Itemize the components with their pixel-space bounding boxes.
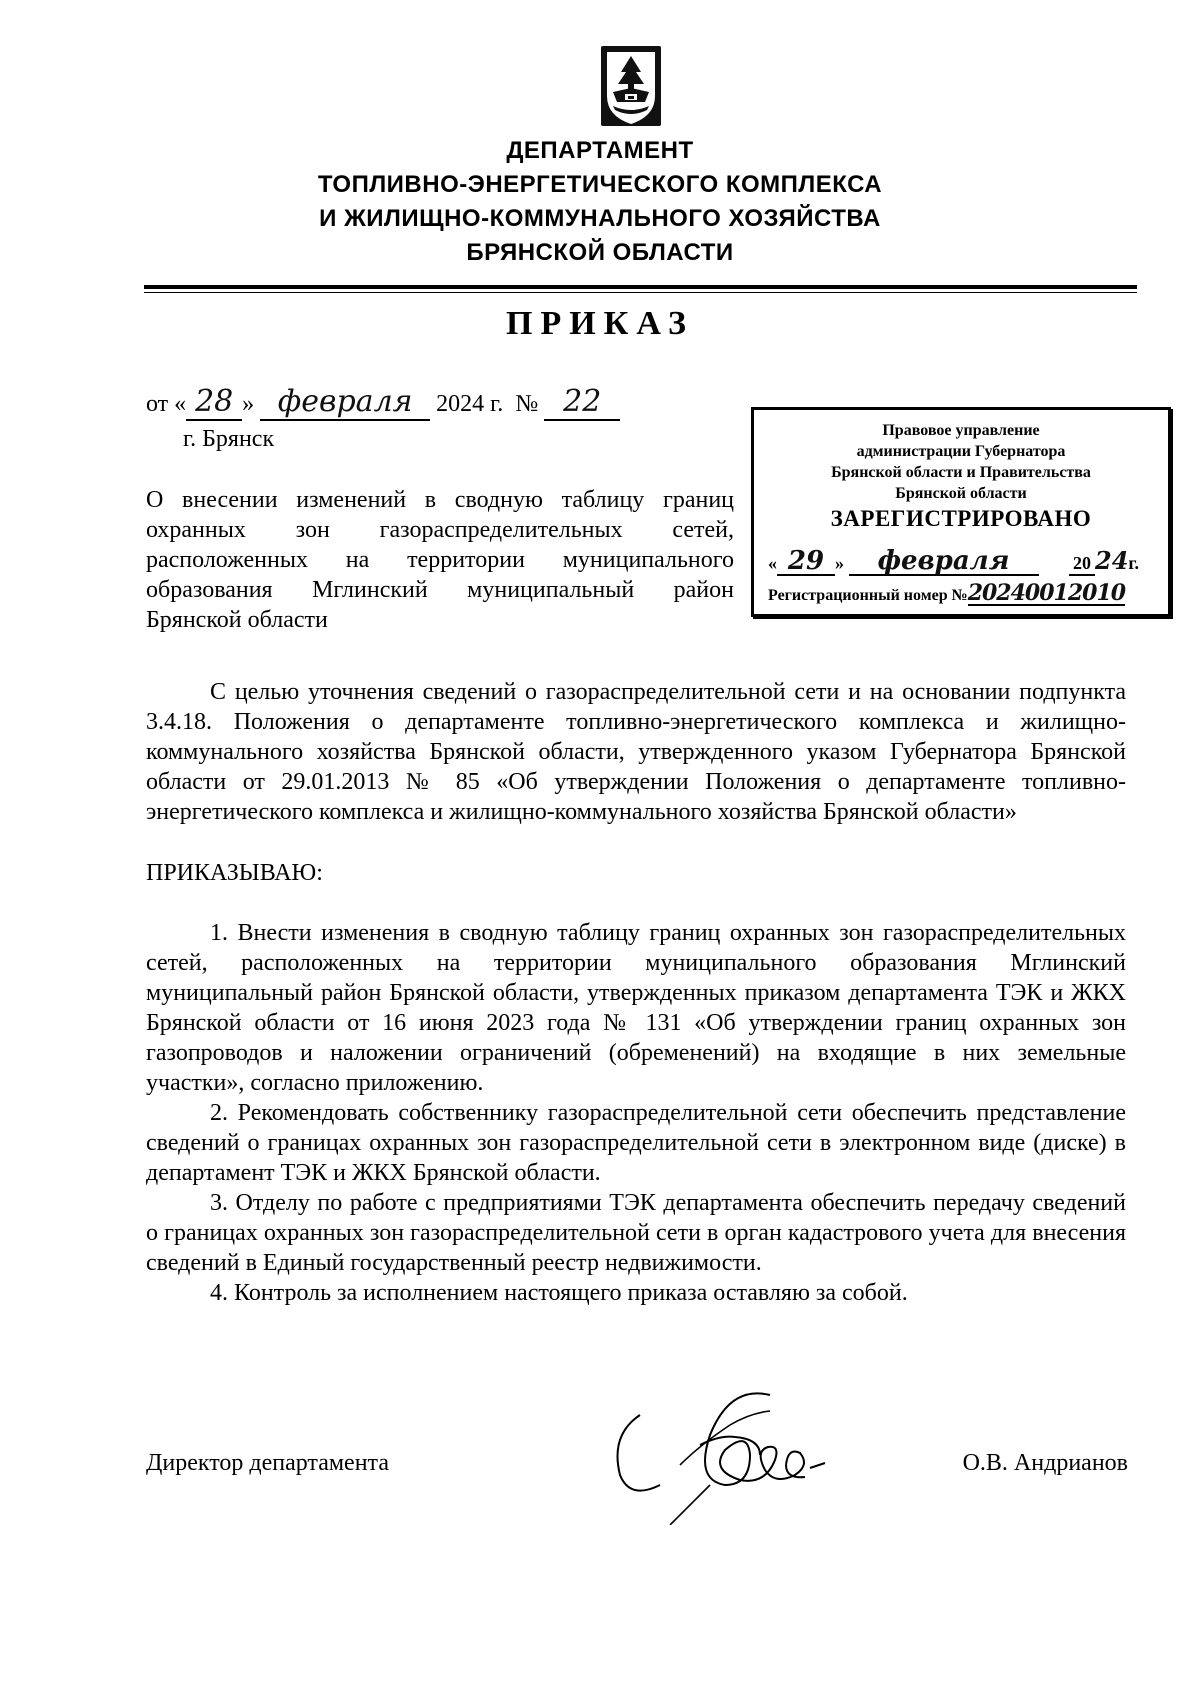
department-line-1: ДЕПАРТАМЕНТ — [506, 137, 694, 164]
stamp-organization — [754, 420, 1168, 504]
subject-line: охранных зон газораспределительных сетей, — [146, 517, 734, 543]
registration-stamp — [751, 407, 1171, 617]
preamble-paragraph: С целью уточнения сведений о газораспределительной сети и на основании подпункта 3.4.18. Положения о департаменте топливно-энергетического комплекса и жилищно-коммунального хозяйства Брянской области, утвержденного указом Губернатора Брянской области от 29.01.2013 № 85 «Об утверждении Положения о департаменте топливно-энергетического комплекса и жилищно-коммунального хозяйства Брянской области» — [146, 679, 1126, 825]
number-label: № — [515, 391, 539, 417]
order-item-3: 3. Отделу по работе с предприятиями ТЭК департамента обеспечить передачу сведений о границах охранных зон газораспределительной сети в орган кадастрового учета для внесения сведений в Единый государственный реестр недвижимости. — [146, 1190, 1126, 1276]
stamp-org-line: администрации Губернатора — [856, 443, 1066, 460]
stamp-month: февраля — [849, 548, 1039, 576]
stamp-reg-number: 20240012010 — [967, 580, 1126, 606]
subject-line: Брянской области — [146, 607, 328, 633]
subject-line: расположенных на территории муниципального — [146, 547, 734, 573]
order-item-1: 1. Внести изменения в сводную таблицу границ охранных зон газораспределительных сетей, расположенных на территории муниципального образования Мглинский муниципальный район Брянской области, утвержденных приказом департамента ТЭК и ЖКХ Брянской области от 16 июня 2023 года № 131 «Об утверждении границ охранных зон газопроводов и наложении ограничений (обременений) на входящие в них земельные участки», согласно приложению. — [146, 920, 1126, 1096]
header-rule-thick — [144, 285, 1137, 289]
signatory-name: О.В. Андрианов — [962, 1450, 1128, 1476]
order-month: февраля — [260, 385, 430, 421]
order-number: 22 — [544, 385, 620, 421]
order-items — [146, 918, 1126, 1308]
department-line-2: ТОПЛИВНО-ЭНЕРГЕТИЧЕСКОГО КОМПЛЕКСА — [317, 171, 883, 198]
stamp-registration-number — [768, 582, 1168, 606]
order-item-4: 4. Контроль за исполнением настоящего приказа оставляю за собой. — [210, 1280, 908, 1306]
document-title: ПРИКАЗ — [506, 305, 694, 342]
stamp-reg-label: Регистрационный номер № — [768, 587, 968, 604]
coat-of-arms-icon — [599, 44, 663, 128]
header-rule-thin — [144, 292, 1137, 293]
subject-line: образования Мглинский муниципальный район — [146, 577, 734, 603]
signatory-position: Директор департамента — [146, 1450, 389, 1476]
stamp-year-unit: г. — [1128, 553, 1140, 573]
order-subject — [146, 485, 734, 635]
department-line-3: И ЖИЛИЩНО-КОММУНАЛЬНОГО ХОЗЯЙСТВА — [319, 205, 881, 232]
order-date-line: от « 28 » февраля 2024 г. № 22 — [146, 385, 620, 421]
handwritten-signature — [600, 1375, 850, 1525]
from-label: от — [146, 391, 169, 417]
stamp-org-line: Брянской области и Правительства — [831, 464, 1091, 481]
order-day: 28 — [186, 385, 242, 421]
stamp-year-suffix: 24 — [1095, 546, 1129, 575]
stamp-year-prefix: 20 — [1069, 553, 1095, 576]
stamp-day: 29 — [777, 548, 835, 576]
stamp-registered-label: ЗАРЕГИСТРИРОВАНО — [830, 506, 1092, 531]
stamp-org-line: Правовое управление — [882, 422, 1040, 439]
department-line-4: БРЯНСКОЙ ОБЛАСТИ — [466, 239, 734, 266]
order-item-2: 2. Рекомендовать собственнику газораспределительной сети обеспечить представление сведений о границах охранных зон газораспределительной сети в электронном виде (диске) в департамент ТЭК и ЖКХ Брянской области. — [146, 1100, 1126, 1186]
order-city: г. Брянск — [183, 426, 275, 452]
order-word: ПРИКАЗЫВАЮ: — [146, 860, 323, 886]
stamp-date-line: « 29 » февраля 20 24г. — [768, 546, 1140, 576]
order-year: 2024 г. — [436, 391, 504, 417]
stamp-org-line: Брянской области — [895, 485, 1027, 502]
subject-line: О внесении изменений в сводную таблицу границ — [146, 487, 734, 513]
